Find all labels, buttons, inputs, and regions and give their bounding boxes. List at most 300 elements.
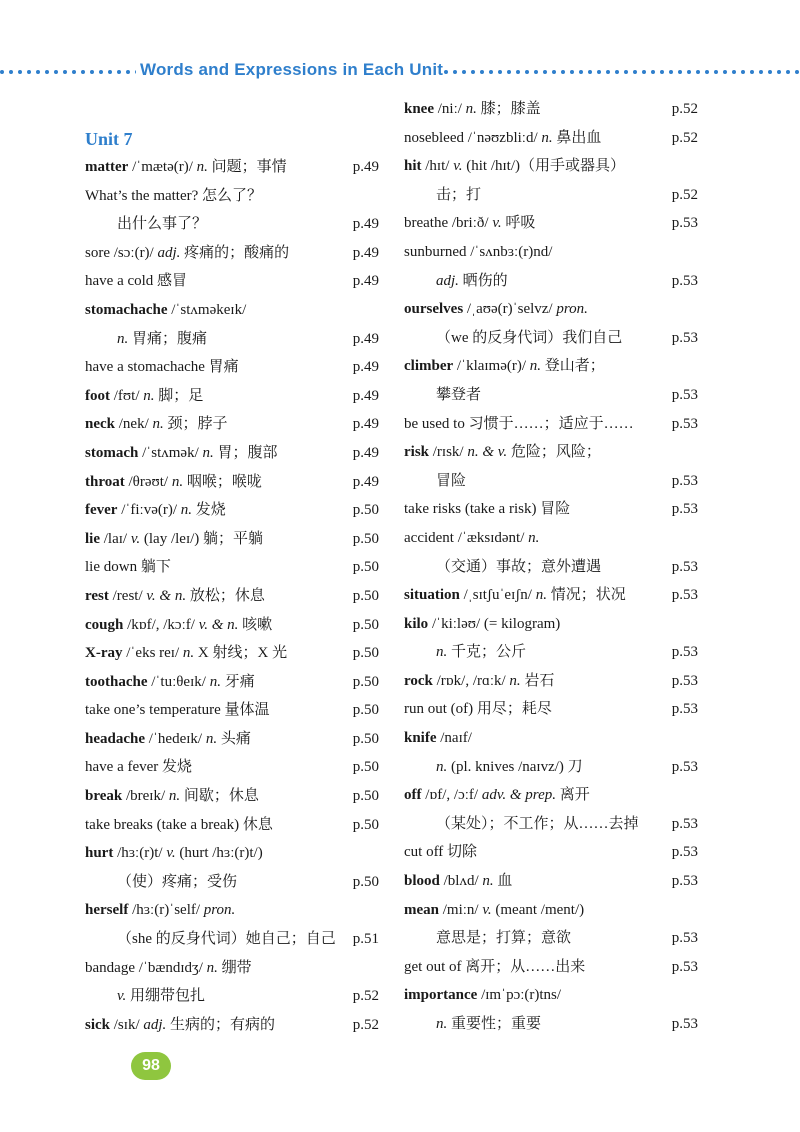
header-dot	[723, 70, 727, 74]
entry-text	[404, 352, 605, 381]
vocab-entry	[85, 1011, 381, 1040]
entry-text	[85, 210, 207, 239]
entry-part-of-speech: n.	[465, 101, 477, 117]
vocab-entry	[85, 925, 381, 954]
entry-page-ref: p.52	[671, 129, 698, 146]
entry-headword: matter	[85, 159, 129, 175]
vocab-entry	[85, 782, 381, 811]
vocab-entry	[404, 410, 700, 439]
entry-pronunciation: /ˌsɪtʃuˈeɪʃn/	[459, 587, 536, 604]
entry-definition: 胃痛；腹痛	[128, 330, 208, 347]
entry-pronunciation: /ˈmætə(r)/	[128, 159, 197, 175]
entry-pronunciation: /kɒf/, /kɔːf/	[123, 616, 199, 633]
entry-text	[85, 353, 239, 382]
entry-part-of-speech: n.	[180, 502, 193, 519]
entry-text	[85, 182, 262, 211]
entry-part-of-speech: v.	[166, 845, 176, 862]
entry-text	[85, 296, 246, 325]
entry-pronunciation: /ˈfiːvə(r)/	[117, 502, 181, 519]
entry-part-of-speech: n.	[529, 358, 542, 375]
header-title: Words and Expressions in Each Unit	[140, 60, 444, 79]
vocab-entry	[85, 668, 381, 697]
entry-definition: 登山者；	[541, 358, 605, 375]
entry-part-of-speech: pron.	[203, 902, 236, 919]
vocab-entry	[85, 839, 381, 868]
entry-page-ref: p.50	[352, 788, 379, 805]
entry-page-ref: p.53	[671, 329, 698, 346]
entry-text	[404, 438, 601, 467]
entry-part-of-speech: n.	[436, 1016, 448, 1032]
entry-text	[85, 668, 255, 697]
entry-text	[85, 553, 171, 582]
vocab-entry	[404, 295, 700, 324]
entry-headword: sick	[85, 1016, 111, 1033]
entry-pronunciation: /nek/	[115, 416, 153, 433]
entry-page-ref: p.50	[352, 730, 379, 747]
header-dot	[579, 70, 583, 74]
vocab-entry	[85, 582, 381, 611]
header-dot	[507, 70, 511, 74]
header-dot	[642, 70, 646, 74]
entry-text	[85, 1011, 275, 1040]
entry-text	[85, 382, 203, 411]
entry-definition: 放松；休息	[186, 587, 265, 604]
entry-definition: 牙痛	[220, 673, 255, 690]
header-dot	[633, 70, 637, 74]
vocab-entry	[85, 753, 381, 782]
vocab-entry	[404, 667, 700, 696]
entry-headword: hit	[404, 158, 422, 175]
vocab-entry	[404, 124, 700, 153]
entry-pronunciation: have a fever 发烧	[85, 759, 193, 776]
vocab-entry	[85, 725, 381, 754]
entry-part-of-speech: n.	[152, 416, 164, 433]
entry-part-of-speech: n. & v.	[467, 444, 508, 461]
entry-pronunciation: （交通）事故；意外遭遇	[436, 558, 602, 575]
entry-text	[85, 782, 259, 811]
entry-page-ref: p.50	[352, 816, 379, 833]
entry-text	[404, 209, 535, 238]
entry-page-ref: p.49	[352, 244, 379, 261]
header-dot	[759, 70, 763, 74]
vocab-entry	[85, 439, 381, 468]
entry-headword: lie	[85, 530, 100, 547]
entry-pronunciation: /ɪmˈpɔː(r)tns/	[477, 987, 562, 1004]
vocab-entry	[85, 325, 381, 354]
entry-text	[404, 553, 601, 582]
entry-part-of-speech: n.	[206, 959, 218, 976]
entry-pronunciation: What’s the matter? 怎么了？	[85, 187, 263, 204]
entry-definition: 脚；足	[154, 387, 204, 404]
entry-page-ref: p.53	[671, 215, 698, 232]
entry-text	[404, 324, 622, 353]
entry-text	[404, 581, 626, 610]
entry-part-of-speech: n.	[196, 159, 208, 175]
vocab-entry	[404, 695, 700, 724]
entry-pronunciation: /ˈtuːθeɪk/	[147, 673, 210, 690]
entry-text	[404, 695, 552, 724]
entry-text	[85, 925, 336, 954]
entry-pronunciation: （某处）；不工作；从……去掉	[436, 815, 639, 832]
header-dot	[741, 70, 745, 74]
header-dot	[126, 70, 130, 74]
header-dot	[696, 70, 700, 74]
header-dot	[588, 70, 592, 74]
entry-pronunciation: /blʌd/	[439, 873, 483, 890]
header-dot	[108, 70, 112, 74]
entry-page-ref: p.53	[671, 844, 698, 861]
vocab-entry	[85, 468, 381, 497]
header-dot	[777, 70, 781, 74]
entry-part-of-speech: n.	[528, 529, 540, 546]
entry-definition: 晒伤的	[458, 272, 508, 289]
entry-definition: 问题；事情	[207, 159, 287, 175]
vocab-entry	[404, 781, 700, 810]
entry-headword: stomach	[85, 444, 139, 461]
entry-definition: (pl. knives /naɪvz/) 刀	[447, 758, 583, 775]
header-dot	[705, 70, 709, 74]
vocab-entry	[85, 382, 381, 411]
entry-text	[404, 238, 552, 267]
entry-text	[404, 181, 481, 210]
entry-definition: 用绷带包扎	[126, 988, 206, 1005]
vocab-entry	[404, 1010, 700, 1039]
vocab-entry	[404, 324, 700, 353]
vocab-entry	[404, 867, 700, 896]
entry-page-ref: p.53	[671, 815, 698, 832]
entry-headword: foot	[85, 387, 110, 404]
header-dot	[795, 70, 799, 74]
entry-headword: rock	[404, 672, 433, 689]
entry-part-of-speech: n.	[171, 473, 184, 490]
header-dot	[45, 70, 49, 74]
entry-text	[404, 124, 601, 153]
entry-headword: fever	[85, 502, 118, 519]
entry-text	[404, 267, 508, 296]
entry-definition: X 射线；X 光	[194, 645, 288, 662]
entry-text	[85, 267, 187, 296]
entry-definition: 血	[493, 873, 513, 890]
entry-text	[404, 753, 583, 782]
entry-text	[404, 524, 539, 553]
entry-part-of-speech: n.	[541, 129, 553, 146]
entry-pronunciation: sunburned /ˈsʌnbɜː(r)nd/	[404, 243, 553, 260]
entry-definition: 岩石	[520, 672, 555, 689]
entry-headword: throat	[85, 473, 125, 490]
entry-page-ref: p.50	[352, 530, 379, 547]
entry-part-of-speech: n.	[482, 873, 494, 890]
header-dot	[786, 70, 790, 74]
header-dot	[534, 70, 538, 74]
entry-page-ref: p.53	[671, 958, 698, 975]
entry-pronunciation: /ˈstʌmək/	[138, 444, 203, 461]
entry-pronunciation: take risks (take a risk) 冒险	[404, 501, 571, 518]
page-number-badge: 98	[131, 1052, 171, 1080]
entry-page-ref: p.52	[352, 1016, 379, 1033]
header-dot	[72, 70, 76, 74]
entry-headword: climber	[404, 358, 454, 375]
entry-definition: 千克；公斤	[447, 644, 527, 661]
vocab-entry	[404, 838, 700, 867]
header-dot	[36, 70, 40, 74]
header-dot	[99, 70, 103, 74]
entry-definition: (hurt /hɜː(r)t/)	[175, 845, 263, 862]
header-dot	[543, 70, 547, 74]
header-dot	[27, 70, 31, 74]
vocab-entry	[85, 210, 381, 239]
entry-definition: (meant /ment/)	[491, 901, 585, 918]
entry-headword: headache	[85, 730, 145, 747]
entry-definition: 头痛	[217, 730, 251, 747]
entry-part-of-speech: v.	[130, 530, 141, 547]
header-dot	[768, 70, 772, 74]
entry-text	[85, 753, 192, 782]
entry-text	[404, 610, 560, 639]
entry-pronunciation: /ˈstʌməkeɪk/	[167, 301, 247, 318]
entry-text	[404, 724, 472, 753]
entry-text	[85, 611, 272, 640]
entry-pronunciation: （使）疼痛；受伤	[117, 873, 238, 890]
entry-page-ref: p.50	[352, 645, 379, 662]
entry-pronunciation: bandage /ˈbændɪdʒ/	[85, 959, 207, 976]
entry-pronunciation: breathe /briːð/	[404, 215, 493, 232]
vocab-entry	[404, 581, 700, 610]
entry-text	[404, 638, 526, 667]
entry-text	[85, 496, 226, 525]
header-dot	[63, 70, 67, 74]
entry-page-ref: p.53	[671, 558, 698, 575]
entry-part-of-speech: v.	[117, 988, 127, 1005]
entry-pronunciation: 攀登者	[436, 386, 482, 403]
entry-page-ref: p.49	[352, 387, 379, 404]
entry-headword: stomachache	[85, 301, 168, 318]
entry-part-of-speech: adv. & prep.	[481, 787, 556, 804]
header-dot	[615, 70, 619, 74]
header-dots-left	[0, 70, 136, 74]
entry-pronunciation: get out of 离开；从……出来	[404, 958, 586, 975]
entry-headword: off	[404, 787, 422, 804]
entry-pronunciation: /ˈeks reɪ/	[122, 645, 183, 662]
vocab-entry	[404, 209, 700, 238]
entry-page-ref: p.53	[671, 386, 698, 403]
header-dot	[0, 70, 4, 74]
entry-definition: 鼻出血	[552, 129, 602, 146]
entry-pronunciation: take one’s temperature 量体温	[85, 702, 270, 719]
entry-page-ref: p.53	[671, 587, 698, 604]
vocab-entry	[404, 238, 700, 267]
vocab-entry	[404, 381, 700, 410]
vocab-entry	[85, 954, 381, 983]
entry-text	[404, 495, 570, 524]
entry-part-of-speech: n.	[182, 645, 195, 662]
header-dot	[117, 70, 121, 74]
entry-page-ref: p.53	[671, 873, 698, 890]
header-dot	[480, 70, 484, 74]
entry-page-ref: p.49	[352, 416, 379, 433]
entry-headword: situation	[404, 587, 460, 604]
entry-text	[85, 696, 270, 725]
entry-pronunciation: lie down 躺下	[85, 559, 171, 576]
vocab-entry	[85, 611, 381, 640]
entry-part-of-speech: adj.	[157, 244, 181, 261]
vocab-entry	[85, 553, 381, 582]
entry-pronunciation: run out (of) 用尽；耗尽	[404, 701, 552, 718]
entry-pronunciation: have a stomachache 胃痛	[85, 359, 239, 376]
entry-text	[404, 781, 590, 810]
entry-text	[404, 152, 625, 181]
entry-part-of-speech: n.	[509, 672, 521, 689]
vocab-entry	[404, 152, 700, 181]
entry-definition: 咳嗽	[238, 616, 273, 633]
entry-text	[85, 439, 278, 468]
entry-page-ref: p.53	[671, 272, 698, 289]
entry-headword: rest	[85, 587, 109, 604]
entry-definition: 绷带	[217, 959, 252, 976]
entry-page-ref: p.50	[352, 559, 379, 576]
entry-definition: 发烧	[192, 502, 226, 519]
entry-headword: cough	[85, 616, 124, 633]
header-dot	[651, 70, 655, 74]
entry-part-of-speech: v. & n.	[146, 587, 187, 604]
vocab-entry	[404, 181, 700, 210]
entry-page-ref: p.53	[671, 415, 698, 432]
vocab-entry	[85, 182, 381, 211]
entry-text	[85, 468, 262, 497]
entry-pronunciation: /rɪsk/	[429, 444, 468, 461]
header-dot	[444, 70, 448, 74]
entry-page-ref: p.50	[352, 873, 379, 890]
entry-definition: (hit /hɪt/)（用手或器具）	[462, 158, 625, 175]
entry-page-ref: p.49	[352, 330, 379, 347]
entry-headword: herself	[85, 902, 129, 919]
entry-headword: hurt	[85, 845, 114, 862]
header-dot	[471, 70, 475, 74]
entry-headword: toothache	[85, 673, 148, 690]
entry-part-of-speech: adj.	[436, 272, 459, 289]
header-dot	[90, 70, 94, 74]
entry-pronunciation: nosebleed /ˈnəʊzbliːd/	[404, 129, 542, 146]
vocab-entry	[404, 724, 700, 753]
entry-part-of-speech: n.	[202, 444, 214, 461]
entry-part-of-speech: pron.	[556, 301, 588, 318]
header-dot	[660, 70, 664, 74]
entry-part-of-speech: n.	[436, 758, 448, 775]
entry-definition: 间歇；休息	[180, 788, 259, 805]
header-dot	[54, 70, 58, 74]
entry-text	[85, 811, 273, 840]
entry-text	[85, 153, 287, 182]
entry-headword: importance	[404, 987, 478, 1004]
entry-page-ref: p.49	[352, 159, 379, 175]
entry-pronunciation: 击；打	[436, 186, 482, 203]
entry-definition: 呼吸	[501, 215, 536, 232]
entry-headword: blood	[404, 873, 440, 890]
entry-page-ref: p.50	[352, 673, 379, 690]
entry-page-ref: p.52	[352, 988, 379, 1005]
entry-page-ref: p.49	[352, 273, 379, 290]
entry-page-ref: p.53	[671, 758, 698, 775]
entry-pronunciation: （we 的反身代词）我们自己	[436, 329, 623, 346]
entry-text	[404, 924, 571, 953]
entry-pronunciation: /breɪk/	[122, 788, 169, 805]
entry-headword: ourselves	[404, 301, 464, 318]
entry-headword: risk	[404, 444, 430, 461]
entry-page-ref: p.52	[671, 186, 698, 203]
entry-part-of-speech: n.	[117, 330, 129, 347]
entry-page-ref: p.53	[671, 472, 698, 489]
entry-text	[85, 582, 265, 611]
header-dot	[489, 70, 493, 74]
entry-page-ref: p.53	[671, 701, 698, 718]
entry-part-of-speech: v. & n.	[198, 616, 239, 633]
entry-text	[404, 467, 466, 496]
entry-part-of-speech: n.	[205, 730, 218, 747]
entry-pronunciation: /rest/	[108, 587, 147, 604]
vocab-entry	[404, 267, 700, 296]
entry-pronunciation: be used to 习惯于……；适应于……	[404, 415, 634, 432]
entry-pronunciation: /rɒk/, /rɑːk/	[432, 672, 510, 689]
header-dot	[135, 70, 136, 74]
header-dot	[687, 70, 691, 74]
entry-part-of-speech: adj.	[143, 1016, 167, 1033]
header-dot	[498, 70, 502, 74]
entry-text	[404, 95, 541, 124]
entry-part-of-speech: n.	[168, 788, 181, 805]
entry-part-of-speech: v.	[492, 215, 502, 232]
entry-text	[404, 838, 477, 867]
vocab-entry	[85, 153, 381, 182]
entry-text	[404, 810, 639, 839]
header-dot	[453, 70, 457, 74]
entry-definition: (lay /leɪ/) 躺；平躺	[140, 530, 264, 547]
vocab-entry	[404, 95, 700, 124]
entry-definition: 疼痛的；酸痛的	[180, 244, 290, 261]
entry-page-ref: p.50	[352, 616, 379, 633]
entry-text	[85, 525, 263, 554]
vocab-entry	[85, 896, 381, 925]
left-entry-list	[85, 153, 381, 1039]
entry-definition: 离开	[556, 787, 590, 804]
entry-text	[404, 381, 481, 410]
entry-pronunciation: /hɪt/	[421, 158, 454, 175]
entry-pronunciation: /laɪ/	[100, 530, 131, 547]
vocab-entry	[85, 353, 381, 382]
vocab-entry	[85, 496, 381, 525]
entry-text	[404, 953, 585, 982]
entry-pronunciation: /ˌaʊə(r)ˈselvz/	[463, 301, 557, 318]
entry-headword: X-ray	[85, 645, 123, 662]
entry-definition: 重要性；重要	[447, 1016, 542, 1032]
entry-pronunciation: /hɜː(r)t/	[113, 845, 167, 862]
entry-text	[404, 295, 588, 324]
entry-page-ref: p.50	[352, 759, 379, 776]
header-dot	[714, 70, 718, 74]
entry-definition: 膝；膝盖	[476, 101, 541, 117]
entry-headword: break	[85, 788, 123, 805]
header-dot	[561, 70, 565, 74]
entry-definition: 胃；腹部	[213, 444, 278, 461]
entry-definition: 情况；状况	[546, 587, 626, 604]
header-dot	[678, 70, 682, 74]
page-header	[0, 58, 800, 86]
vocab-entry	[85, 239, 381, 268]
entry-text	[85, 325, 207, 354]
entry-pronunciation: /ɒf/, /ɔːf/	[421, 787, 482, 804]
entry-page-ref: p.49	[352, 473, 379, 490]
entry-page-ref: p.52	[671, 101, 698, 117]
entry-text	[404, 896, 584, 925]
vocab-entry	[404, 924, 700, 953]
